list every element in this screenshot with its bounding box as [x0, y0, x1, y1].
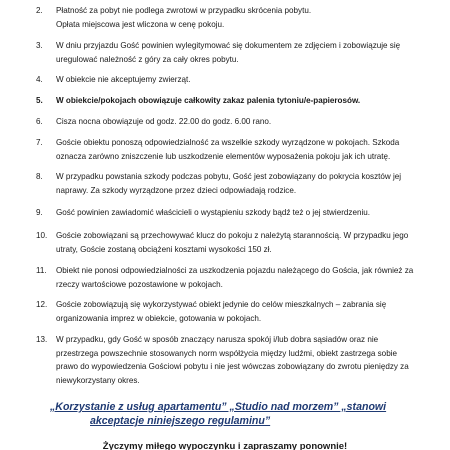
item-line: Gość powinien zawiadomić właścicieli o wystąpieniu szkody bądź też o jej stwierdzeniu.: [56, 208, 371, 217]
item-line: Goście zobowiązani są przechowywać klucz do pokoju z należytą starannością. W przypadku jego: [56, 231, 409, 240]
item-line: niewykorzystany okres.: [56, 375, 140, 385]
item-line: W dniu przyjazdu Gość powinien wylegitymować się dokumentem ze zdjęciem i zobowiązuje się: [56, 41, 401, 50]
item-text: [56, 333, 436, 387]
item-line: organizowania imprez w obiekcie, gotowania w pokojach.: [56, 313, 262, 323]
item-line: prawo do wypowiedzenia Gościowi pobytu i nie jest wówczas zobowiązany do zwrotu pieniędzy za: [56, 362, 409, 371]
item-line: W obiekcie/pokojach obowiązuje całkowity zakaz palenia tytoniu/e-papierosów.: [56, 96, 361, 105]
item-line: przestrzega powszechnie stosowanych norm współżycia między ludźmi, obiekt zastrzega sobie: [56, 348, 397, 358]
item-line: oznacza zarówno zniszczenie lub uszkodzenie elementów wyposażenia pokoju jak ich utratę.: [56, 151, 391, 161]
item-text: [56, 94, 436, 108]
item-line: Goście zobowiązują się wykorzystywać obiekt jedynie do celów mieszkalnych – zabrania się: [56, 300, 387, 309]
acceptance-statement: [50, 400, 410, 428]
item-number: 11.: [36, 266, 47, 275]
item-text: [56, 264, 436, 291]
item-number: 12.: [36, 300, 48, 309]
item-line: Obiekt nie ponosi odpowiedzialności za uszkodzenia pojazdu należącego do Gościa, jak również za: [56, 266, 414, 275]
acceptance-line: akceptacje niniejszego regulaminu”: [90, 415, 271, 427]
item-text: [56, 229, 436, 256]
item-text: [56, 170, 436, 197]
acceptance-line: „Korzystanie z usług apartamentu” „Studio nad morzem” „stanowi: [50, 401, 387, 413]
item-number: 3.: [36, 41, 43, 50]
item-line: Opłata miejscowa jest wliczona w cenę pokoju.: [56, 19, 225, 29]
item-text: [56, 136, 436, 163]
item-number: 5.: [36, 96, 43, 105]
item-line: naprawy. Za szkody wyrządzone przez dzieci odpowiadają rodzice.: [56, 185, 297, 195]
item-line: W obiekcie nie akceptujemy zwierząt.: [56, 75, 191, 84]
item-number: 13.: [36, 335, 48, 344]
item-number: 10.: [36, 231, 48, 240]
item-text: [56, 39, 436, 66]
item-text: [56, 4, 436, 31]
item-text: [56, 73, 436, 87]
item-line: Cisza nocna obowiązuje od godz. 22.00 do godz. 6.00 rano.: [56, 117, 272, 126]
item-number: 9.: [36, 208, 43, 217]
item-number: 6.: [36, 117, 43, 126]
item-text: [56, 206, 436, 220]
item-number: 8.: [36, 172, 43, 181]
item-line: Płatność za pobyt nie podlega zwrotowi w przypadku skrócenia pobytu.: [56, 6, 312, 15]
closing-message: Życzymy miłego wypoczynku i zapraszamy ponownie!: [102, 441, 348, 450]
item-text: [56, 298, 436, 325]
item-line: W przypadku powstania szkody podczas pobytu, Gość jest zobowiązany do pokrycia kosztów jej: [56, 172, 402, 181]
item-number: 2.: [36, 6, 43, 15]
item-line: W przypadku, gdy Gość w sposób znaczący narusza spokój i/lub dobra sąsiadów oraz nie: [56, 335, 379, 344]
item-line: rzeczy wartościowe pozostawione w pokojach.: [56, 279, 223, 289]
item-text: [56, 115, 436, 129]
item-number: 7.: [36, 138, 43, 147]
item-line: uregulować należność z góry za cały okres pobytu.: [56, 54, 239, 64]
item-number: 4.: [36, 75, 43, 84]
item-line: Goście obiektu ponoszą odpowiedzialność za wszelkie szkody wyrządzone w pokojach. Szkoda: [56, 138, 400, 147]
item-line: utraty, Goście zostaną obciążeni kosztami wysokości 150 zł.: [56, 244, 272, 254]
